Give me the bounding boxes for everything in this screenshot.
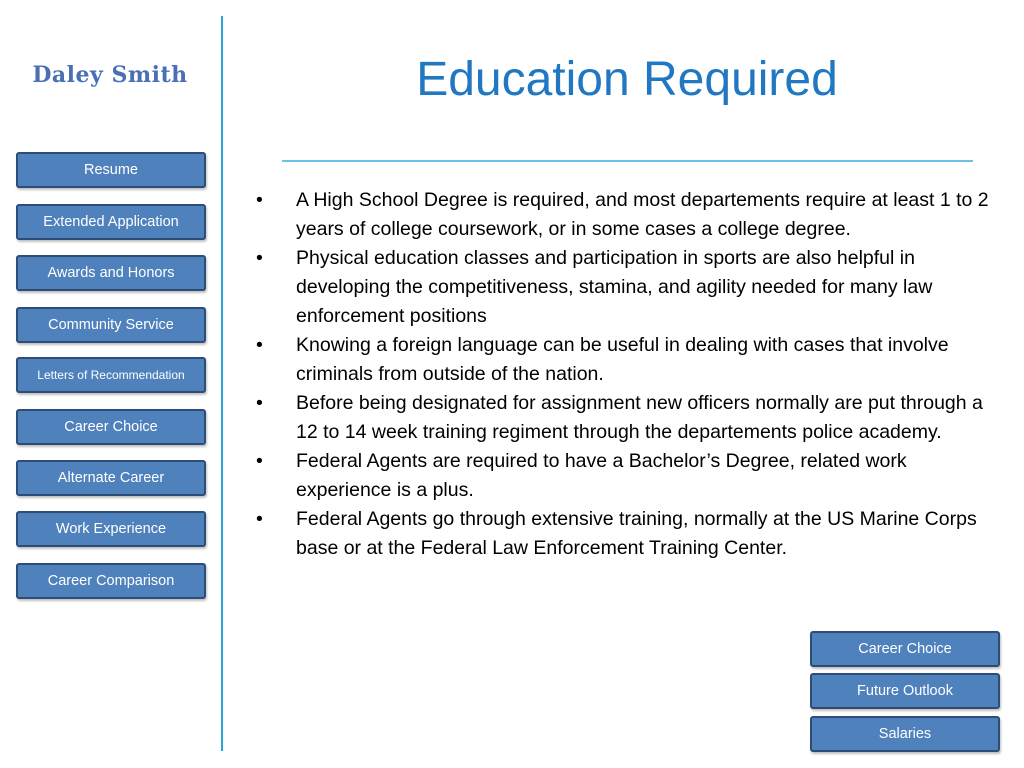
nav-button-resume[interactable]: Resume — [16, 152, 206, 188]
bullet-item: • A High School Degree is required, and most departements require at least 1 to 2 years of college coursework, or in some cases a college degree. — [256, 186, 998, 244]
bullet-item: • Federal Agents are required to have a Bachelor’s Degree, related work experience is a plus. — [256, 447, 998, 505]
nav-button-career-choice[interactable]: Career Choice — [16, 409, 206, 445]
nav-button-letters-of-recommendation[interactable]: Letters of Recommendation — [16, 357, 206, 393]
nav-button-extended-application[interactable]: Extended Application — [16, 204, 206, 240]
bottom-button-career-choice[interactable]: Career Choice — [810, 631, 1000, 667]
sidebar-divider — [221, 16, 223, 751]
title-underline — [282, 160, 973, 162]
bullet-item: • Physical education classes and participation in sports are also helpful in developing the competitiveness, stamina, and agility needed for many law enforcement positions — [256, 244, 998, 331]
bullet-item: • Before being designated for assignment new officers normally are put through a 12 to 14 week training regiment through the departements police academy. — [256, 389, 998, 447]
bullet-item: • Federal Agents go through extensive training, normally at the US Marine Corps base or at the Federal Law Enforcement Training Center. — [256, 505, 998, 563]
bullet-list — [256, 186, 998, 563]
nav-button-alternate-career[interactable]: Alternate Career — [16, 460, 206, 496]
bullet-item: • Knowing a foreign language can be useful in dealing with cases that involve criminals from outside of the nation. — [256, 331, 998, 389]
bottom-button-future-outlook[interactable]: Future Outlook — [810, 673, 1000, 709]
logo: Daley Smith — [32, 62, 188, 88]
bottom-button-salaries[interactable]: Salaries — [810, 716, 1000, 752]
page-title: Education Required — [416, 53, 838, 106]
nav-button-awards-and-honors[interactable]: Awards and Honors — [16, 255, 206, 291]
nav-button-work-experience[interactable]: Work Experience — [16, 511, 206, 547]
nav-button-community-service[interactable]: Community Service — [16, 307, 206, 343]
nav-button-career-comparison[interactable]: Career Comparison — [16, 563, 206, 599]
